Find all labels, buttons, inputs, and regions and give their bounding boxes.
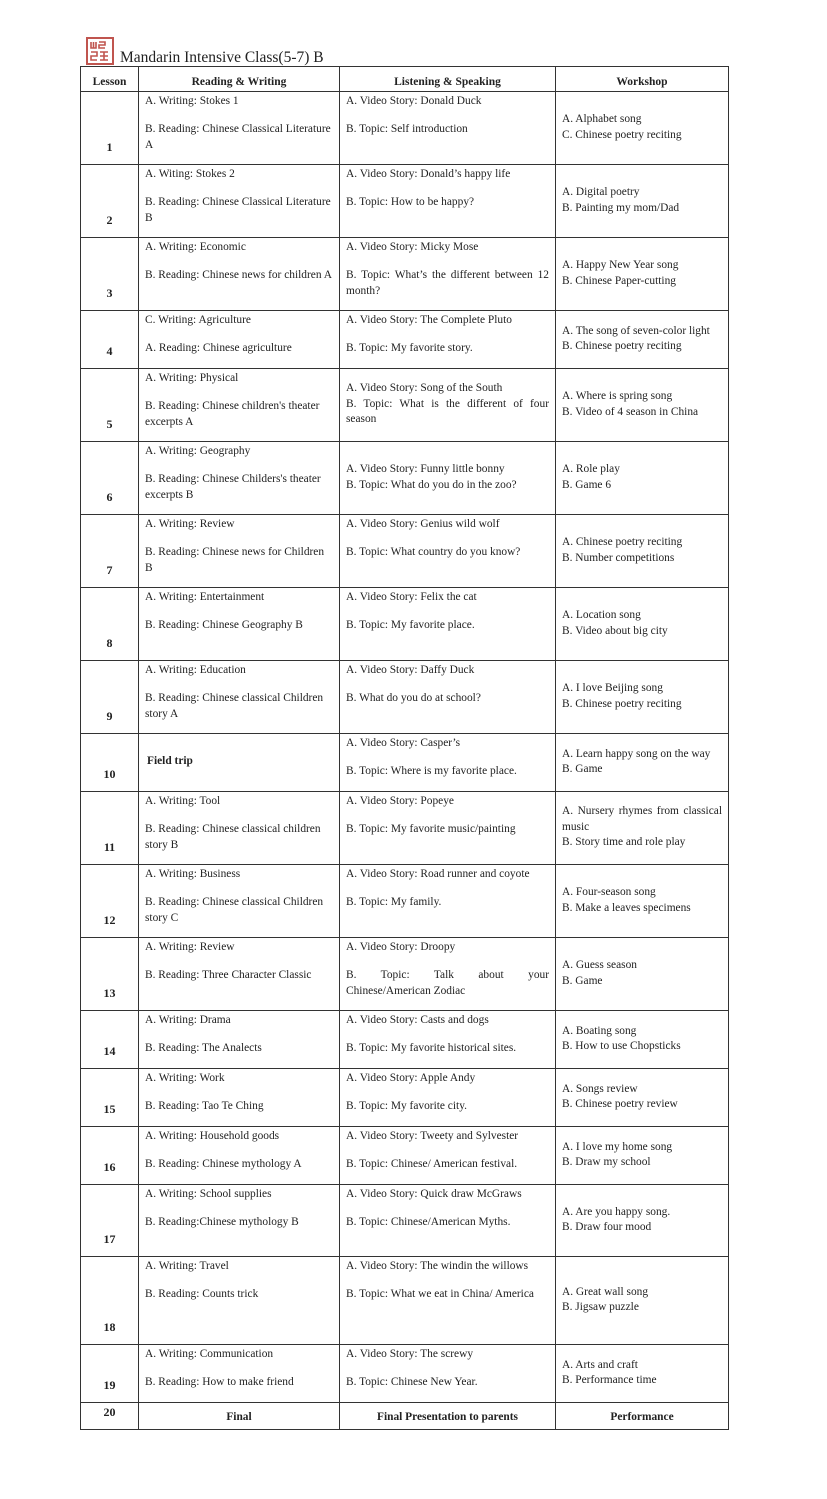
lesson-number: 18 xyxy=(81,1257,139,1345)
lesson-number: 2 xyxy=(81,165,139,238)
line-gap xyxy=(145,1274,333,1287)
listening-speaking-cell xyxy=(340,1345,556,1403)
reading-writing-cell xyxy=(139,792,340,865)
listening-speaking-item: A. Video Story: Road runner and coyote xyxy=(346,868,530,880)
table-row xyxy=(81,1185,729,1257)
lesson-number: 3 xyxy=(81,238,139,311)
header-reading-writing: Reading & Writing xyxy=(139,67,340,92)
listening-speaking-item: A. Video Story: Popeye xyxy=(346,795,454,807)
reading-writing-item: B. Reading: Chinese Classical Literature A xyxy=(145,123,331,151)
listening-speaking-cell xyxy=(340,1069,556,1127)
line-gap xyxy=(145,882,333,895)
workshop-item: B. Chinese poetry reciting xyxy=(562,697,682,710)
listening-speaking-item: B. Topic: What do you do in the zoo? xyxy=(346,478,517,491)
reading-writing-item: A. Writing: Travel xyxy=(145,1260,229,1272)
listening-speaking-item: B. Topic: My favorite city. xyxy=(346,1100,467,1113)
listening-speaking-cell: Final Presentation to parents xyxy=(340,1403,556,1430)
workshop-item: A. Guess season xyxy=(562,959,637,972)
listening-speaking-item: A. Video Story: Funny little bonny xyxy=(346,463,505,476)
line-gap xyxy=(346,678,549,691)
reading-writing-item: A. Writing: Drama xyxy=(145,1014,231,1026)
reading-writing-cell xyxy=(139,238,340,311)
listening-speaking-cell xyxy=(340,661,556,734)
table-row xyxy=(81,369,729,442)
line-gap xyxy=(145,109,333,122)
workshop-item: B. Make a leaves specimens xyxy=(562,901,691,914)
lesson-number: 20 xyxy=(81,1403,139,1430)
workshop-item: C. Chinese poetry reciting xyxy=(562,128,682,141)
reading-writing-item: B. Reading: Chinese Geography B xyxy=(145,619,303,632)
workshop-item: A. Digital poetry xyxy=(562,186,640,199)
reading-writing-item: A. Writing: Review xyxy=(145,941,235,953)
workshop-item: B. Chinese Paper-cutting xyxy=(562,274,676,287)
table-row xyxy=(81,238,729,311)
listening-speaking-item: B. Topic: My favorite place. xyxy=(346,619,475,632)
table-row xyxy=(81,865,729,938)
document-title: Mandarin Intensive Class(5-7) B xyxy=(120,49,324,66)
lesson-number: 1 xyxy=(81,92,139,165)
line-gap xyxy=(346,605,549,618)
reading-writing-item: A. Writing: Stokes 1 xyxy=(145,95,239,107)
table-row xyxy=(81,1345,729,1403)
workshop-item: B. Draw four mood xyxy=(562,1221,652,1233)
listening-speaking-item: A. Video Story: Casts and dogs xyxy=(346,1014,489,1026)
workshop-cell xyxy=(556,588,729,661)
line-gap xyxy=(145,605,333,618)
table-row xyxy=(81,588,729,661)
line-gap xyxy=(346,1202,549,1215)
school-logo-icon xyxy=(86,37,114,65)
reading-writing-item: B. Reading: Chinese news for Children B xyxy=(145,546,325,574)
workshop-item: A. Four-season song xyxy=(562,886,656,899)
listening-speaking-cell xyxy=(340,792,556,865)
reading-writing-cell xyxy=(139,588,340,661)
reading-writing-item: A. Writing: Physical xyxy=(145,372,239,384)
table-row xyxy=(81,515,729,588)
reading-writing-item: B. Reading: Chinese mythology A xyxy=(145,1158,302,1171)
listening-speaking-item: B. Topic: Chinese/ American festival. xyxy=(346,1158,518,1171)
listening-speaking-cell xyxy=(340,442,556,515)
line-gap xyxy=(145,182,333,195)
listening-speaking-item: A. Video Story: Micky Mose xyxy=(346,241,479,253)
listening-speaking-item: B. Topic: Self introduction xyxy=(346,123,468,136)
listening-speaking-item: B. Topic: What is the different of four season xyxy=(346,397,549,426)
reading-writing-cell xyxy=(139,1069,340,1127)
listening-speaking-item: A. Video Story: Casper’s xyxy=(346,737,461,749)
reading-writing-item: B. Reading: Chinese Classical Literature B xyxy=(145,196,331,224)
reading-writing-cell xyxy=(139,938,340,1011)
line-gap xyxy=(145,459,333,472)
table-row xyxy=(81,165,729,238)
line-gap xyxy=(145,386,333,399)
listening-speaking-item: B. Topic: What’s the different between 12 month? xyxy=(346,269,549,297)
line-gap xyxy=(346,1274,549,1287)
workshop-cell xyxy=(556,165,729,238)
workshop-item: A. Alphabet song xyxy=(562,113,642,126)
workshop-cell: Performance xyxy=(556,1403,729,1430)
workshop-cell xyxy=(556,515,729,588)
reading-writing-item: B. Reading: Chinese classical Children story C xyxy=(145,896,324,924)
workshop-cell xyxy=(556,92,729,165)
workshop-cell xyxy=(556,369,729,442)
workshop-item: A. I love my home song xyxy=(562,1140,673,1153)
reading-writing-item: B. Reading: Chinese children's theater excerpts A xyxy=(145,400,320,428)
listening-speaking-item: A. Video Story: Quick draw McGraws xyxy=(346,1188,522,1200)
workshop-item: B. Game 6 xyxy=(562,478,612,491)
listening-speaking-item: B. Topic: What country do you know? xyxy=(346,546,521,559)
workshop-cell xyxy=(556,1257,729,1345)
reading-writing-cell xyxy=(139,442,340,515)
line-gap xyxy=(145,1202,333,1215)
lesson-number: 8 xyxy=(81,588,139,661)
lesson-number: 14 xyxy=(81,1011,139,1069)
reading-writing-cell xyxy=(139,165,340,238)
workshop-cell xyxy=(556,311,729,369)
listening-speaking-item: A. Video Story: Donald’s happy life xyxy=(346,168,511,180)
listening-speaking-item: B. Topic: How to be happy? xyxy=(346,196,475,209)
reading-writing-cell xyxy=(139,1185,340,1257)
workshop-item: A. Chinese poetry reciting xyxy=(562,536,683,549)
listening-speaking-item: A. Video Story: The screwy xyxy=(346,1348,474,1360)
workshop-item: A. Are you happy song. xyxy=(562,1205,671,1218)
reading-writing-cell: Field trip xyxy=(139,734,340,792)
line-gap xyxy=(346,1144,549,1157)
table-header-row xyxy=(81,67,729,92)
workshop-item: B. Game xyxy=(562,974,603,987)
reading-writing-cell xyxy=(139,1257,340,1345)
listening-speaking-item: A. Video Story: Apple Andy xyxy=(346,1072,476,1084)
reading-writing-item: A. Writing: Economic xyxy=(145,241,246,253)
workshop-item: A. Nursery rhymes from classical music xyxy=(562,805,722,833)
workshop-item: B. Performance time xyxy=(562,1374,657,1386)
reading-writing-item: B. Reading: Chinese classical children story B xyxy=(145,823,321,851)
header-listening-speaking: Listening & Speaking xyxy=(340,67,556,92)
reading-writing-item: B. Reading: Chinese news for children A xyxy=(145,269,332,282)
workshop-cell xyxy=(556,734,729,792)
reading-writing-item: B. Reading: How to make friend xyxy=(145,1376,294,1389)
workshop-item: A. Songs review xyxy=(562,1082,638,1095)
listening-speaking-cell xyxy=(340,369,556,442)
reading-writing-item: A. Writing: Review xyxy=(145,518,235,530)
workshop-item: B. Chinese poetry reciting xyxy=(562,340,682,352)
listening-speaking-item: A. Video Story: The windin the willows xyxy=(346,1260,529,1272)
line-gap xyxy=(346,955,549,968)
header-workshop: Workshop xyxy=(556,67,729,92)
listening-speaking-item: B. Topic: Chinese/American Myths. xyxy=(346,1216,511,1229)
workshop-item: A. Happy New Year song xyxy=(562,259,679,272)
lesson-number: 11 xyxy=(81,792,139,865)
workshop-cell xyxy=(556,238,729,311)
reading-writing-item: A. Writing: Tool xyxy=(145,795,221,807)
header-lesson: Lesson xyxy=(81,67,139,92)
line-gap xyxy=(145,1028,333,1041)
listening-speaking-cell xyxy=(340,1011,556,1069)
workshop-item: B. Jigsaw puzzle xyxy=(562,1301,639,1313)
workshop-cell xyxy=(556,1185,729,1257)
line-gap xyxy=(145,1362,333,1375)
listening-speaking-cell xyxy=(340,1185,556,1257)
listening-speaking-item: A. Video Story: Donald Duck xyxy=(346,95,482,107)
reading-writing-cell xyxy=(139,1011,340,1069)
workshop-item: A. Great wall song xyxy=(562,1285,649,1298)
listening-speaking-item: B. Topic: My family. xyxy=(346,896,442,909)
table-row xyxy=(81,1011,729,1069)
reading-writing-item: B. Reading: Chinese classical Children story A xyxy=(145,692,324,720)
reading-writing-item: C. Writing: Agriculture xyxy=(145,314,251,326)
table-row xyxy=(81,1069,729,1127)
workshop-cell xyxy=(556,792,729,865)
reading-writing-item: B. Reading:Chinese mythology B xyxy=(145,1216,299,1229)
workshop-item: A. Role play xyxy=(562,463,620,476)
reading-writing-item: A. Writing: Entertainment xyxy=(145,591,265,603)
listening-speaking-item: A. Video Story: The Complete Pluto xyxy=(346,314,512,326)
listening-speaking-cell xyxy=(340,238,556,311)
lesson-number: 6 xyxy=(81,442,139,515)
listening-speaking-cell xyxy=(340,865,556,938)
workshop-item: B. Chinese poetry review xyxy=(562,1098,678,1110)
listening-speaking-item: B. Topic: My favorite music/painting xyxy=(346,823,516,836)
workshop-item: A. The song of seven-color light xyxy=(562,324,710,337)
workshop-item: B. Number competitions xyxy=(562,551,675,564)
listening-speaking-cell xyxy=(340,311,556,369)
reading-writing-item: A. Writing: Work xyxy=(145,1072,225,1084)
reading-writing-item: A. Writing: Business xyxy=(145,868,241,880)
reading-writing-cell xyxy=(139,92,340,165)
line-gap xyxy=(346,328,549,341)
table-row xyxy=(81,792,729,865)
line-gap xyxy=(145,678,333,691)
lesson-number: 4 xyxy=(81,311,139,369)
lesson-number: 16 xyxy=(81,1127,139,1185)
reading-writing-item: B. Reading: Chinese Childers's theater excerpts B xyxy=(145,473,321,501)
lesson-number: 17 xyxy=(81,1185,139,1257)
workshop-item: A. Boating song xyxy=(562,1024,637,1037)
line-gap xyxy=(346,1028,549,1041)
table-row xyxy=(81,734,729,792)
reading-writing-cell xyxy=(139,311,340,369)
lesson-number: 13 xyxy=(81,938,139,1011)
workshop-cell xyxy=(556,1069,729,1127)
lesson-number: 19 xyxy=(81,1345,139,1403)
table-row xyxy=(81,1257,729,1345)
listening-speaking-item: A. Video Story: Felix the cat xyxy=(346,591,477,603)
reading-writing-item: A. Writing: Geography xyxy=(145,445,251,457)
workshop-item: B. Game xyxy=(562,763,603,775)
listening-speaking-item: A. Video Story: Song of the South xyxy=(346,382,503,395)
listening-speaking-cell xyxy=(340,734,556,792)
listening-speaking-item: A. Video Story: Droopy xyxy=(346,941,456,953)
listening-speaking-item: B. Topic: What we eat in China/ America xyxy=(346,1288,534,1301)
lesson-number: 15 xyxy=(81,1069,139,1127)
line-gap xyxy=(346,751,549,764)
listening-speaking-item: A. Video Story: Daffy Duck xyxy=(346,664,475,676)
curriculum-table xyxy=(80,66,729,1430)
reading-writing-item: A. Reading: Chinese agriculture xyxy=(145,342,292,355)
reading-writing-item: B. Reading: Tao Te Ching xyxy=(145,1100,264,1113)
listening-speaking-item: A. Video Story: Tweety and Sylvester xyxy=(346,1130,519,1142)
workshop-item: B. Painting my mom/Dad xyxy=(562,201,680,214)
workshop-item: B. Video of 4 season in China xyxy=(562,405,699,418)
line-gap xyxy=(346,1086,549,1099)
listening-speaking-item: B. Topic: Chinese New Year. xyxy=(346,1376,478,1389)
reading-writing-item: A. Writing: Communication xyxy=(145,1348,274,1360)
line-gap xyxy=(145,328,333,341)
workshop-item: A. I love Beijing song xyxy=(562,682,663,695)
reading-writing-item: B. Reading: Counts trick xyxy=(145,1288,259,1301)
reading-writing-cell xyxy=(139,661,340,734)
workshop-item: B. Draw my school xyxy=(562,1156,651,1168)
reading-writing-cell xyxy=(139,1127,340,1185)
line-gap xyxy=(346,1362,549,1375)
workshop-item: A. Learn happy song on the way xyxy=(562,747,711,760)
reading-writing-item: B. Reading: Three Character Classic xyxy=(145,969,312,982)
reading-writing-cell xyxy=(139,515,340,588)
line-gap xyxy=(145,955,333,968)
lesson-number: 7 xyxy=(81,515,139,588)
lesson-number: 10 xyxy=(81,734,139,792)
table-row xyxy=(81,661,729,734)
workshop-cell xyxy=(556,865,729,938)
listening-speaking-cell xyxy=(340,938,556,1011)
reading-writing-cell: Final xyxy=(139,1403,340,1430)
reading-writing-cell xyxy=(139,369,340,442)
workshop-item: B. How to use Chopsticks xyxy=(562,1040,681,1052)
line-gap xyxy=(346,882,549,895)
workshop-item: B. Story time and role play xyxy=(562,836,686,849)
workshop-item: B. Video about big city xyxy=(562,624,668,637)
lesson-number: 5 xyxy=(81,369,139,442)
table-row xyxy=(81,442,729,515)
reading-writing-cell xyxy=(139,1345,340,1403)
table-row xyxy=(81,938,729,1011)
line-gap xyxy=(145,532,333,545)
workshop-cell xyxy=(556,938,729,1011)
line-gap xyxy=(346,809,549,822)
listening-speaking-cell xyxy=(340,92,556,165)
table-body xyxy=(81,92,729,1430)
workshop-item: A. Location song xyxy=(562,609,641,622)
listening-speaking-cell xyxy=(340,1127,556,1185)
listening-speaking-item: B. Topic: Where is my favorite place. xyxy=(346,765,517,778)
reading-writing-item: A. Writing: Household goods xyxy=(145,1130,280,1142)
line-gap xyxy=(346,532,549,545)
workshop-cell xyxy=(556,661,729,734)
listening-speaking-cell xyxy=(340,515,556,588)
workshop-cell xyxy=(556,442,729,515)
line-gap xyxy=(145,255,333,268)
listening-speaking-item: B. Topic: Talk about your Chinese/American Zodiac xyxy=(346,969,549,997)
line-gap xyxy=(346,109,549,122)
line-gap xyxy=(145,1086,333,1099)
workshop-item: A. Where is spring song xyxy=(562,390,673,403)
listening-speaking-cell xyxy=(340,1257,556,1345)
lesson-number: 12 xyxy=(81,865,139,938)
table-row xyxy=(81,92,729,165)
listening-speaking-item: A. Video Story: Genius wild wolf xyxy=(346,518,500,530)
line-gap xyxy=(346,255,549,268)
line-gap xyxy=(145,1144,333,1157)
workshop-cell xyxy=(556,1127,729,1185)
listening-speaking-item: B. What do you do at school? xyxy=(346,692,481,705)
reading-writing-cell xyxy=(139,865,340,938)
reading-writing-item: A. Witing: Stokes 2 xyxy=(145,168,235,180)
listening-speaking-cell xyxy=(340,588,556,661)
workshop-item: A. Arts and craft xyxy=(562,1358,638,1371)
listening-speaking-cell xyxy=(340,165,556,238)
table-row xyxy=(81,311,729,369)
table-row-final xyxy=(81,1403,729,1430)
listening-speaking-item: B. Topic: My favorite historical sites. xyxy=(346,1042,517,1055)
document-header xyxy=(86,35,324,65)
workshop-cell xyxy=(556,1345,729,1403)
reading-writing-item: A. Writing: School supplies xyxy=(145,1188,272,1200)
listening-speaking-item: B. Topic: My favorite story. xyxy=(346,342,473,355)
reading-writing-item: B. Reading: The Analects xyxy=(145,1042,262,1055)
reading-writing-item: A. Writing: Education xyxy=(145,664,246,676)
line-gap xyxy=(346,182,549,195)
lesson-number: 9 xyxy=(81,661,139,734)
table-row xyxy=(81,1127,729,1185)
workshop-cell xyxy=(556,1011,729,1069)
line-gap xyxy=(145,809,333,822)
